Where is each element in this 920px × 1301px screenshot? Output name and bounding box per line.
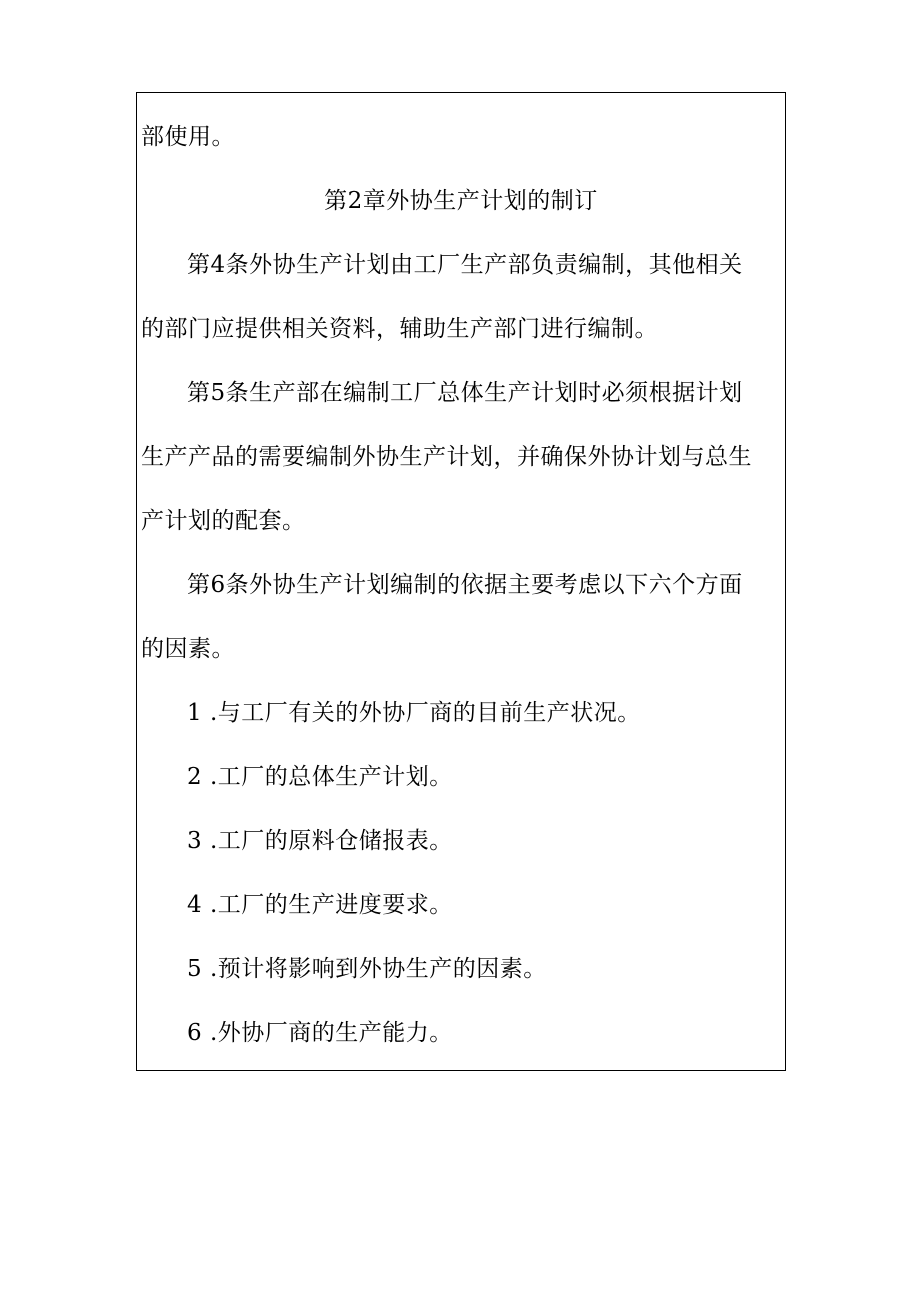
text-line: 的因素。 [141,636,235,662]
text-line: 部使用。 [141,124,235,150]
document-frame [136,92,786,1071]
list-item: 5 .预计将影响到外协生产的因素。 [187,956,547,982]
text-line: 生产产品的需要编制外协生产计划，并确保外协计划与总生 [141,444,752,470]
chapter-heading: 第2章外协生产计划的制订 [324,188,598,214]
list-item: 4 .工厂的生产进度要求。 [187,892,453,918]
list-item: 2 .工厂的总体生产计划。 [187,764,453,790]
text-line: 第6条外协生产计划编制的依据主要考虑以下六个方面 [187,572,743,598]
text-line: 第5条生产部在编制工厂总体生产计划时必须根据计划 [187,380,743,406]
list-item: 3 .工厂的原料仓储报表。 [187,828,453,854]
text-line: 的部门应提供相关资料，辅助生产部门进行编制。 [141,316,658,342]
list-item: 6 .外协厂商的生产能力。 [187,1020,453,1046]
text-line: 第4条外协生产计划由工厂生产部负责编制，其他相关 [187,252,743,278]
text-line: 产计划的配套。 [141,508,306,534]
list-item: 1 .与工厂有关的外协厂商的目前生产状况。 [187,700,641,726]
